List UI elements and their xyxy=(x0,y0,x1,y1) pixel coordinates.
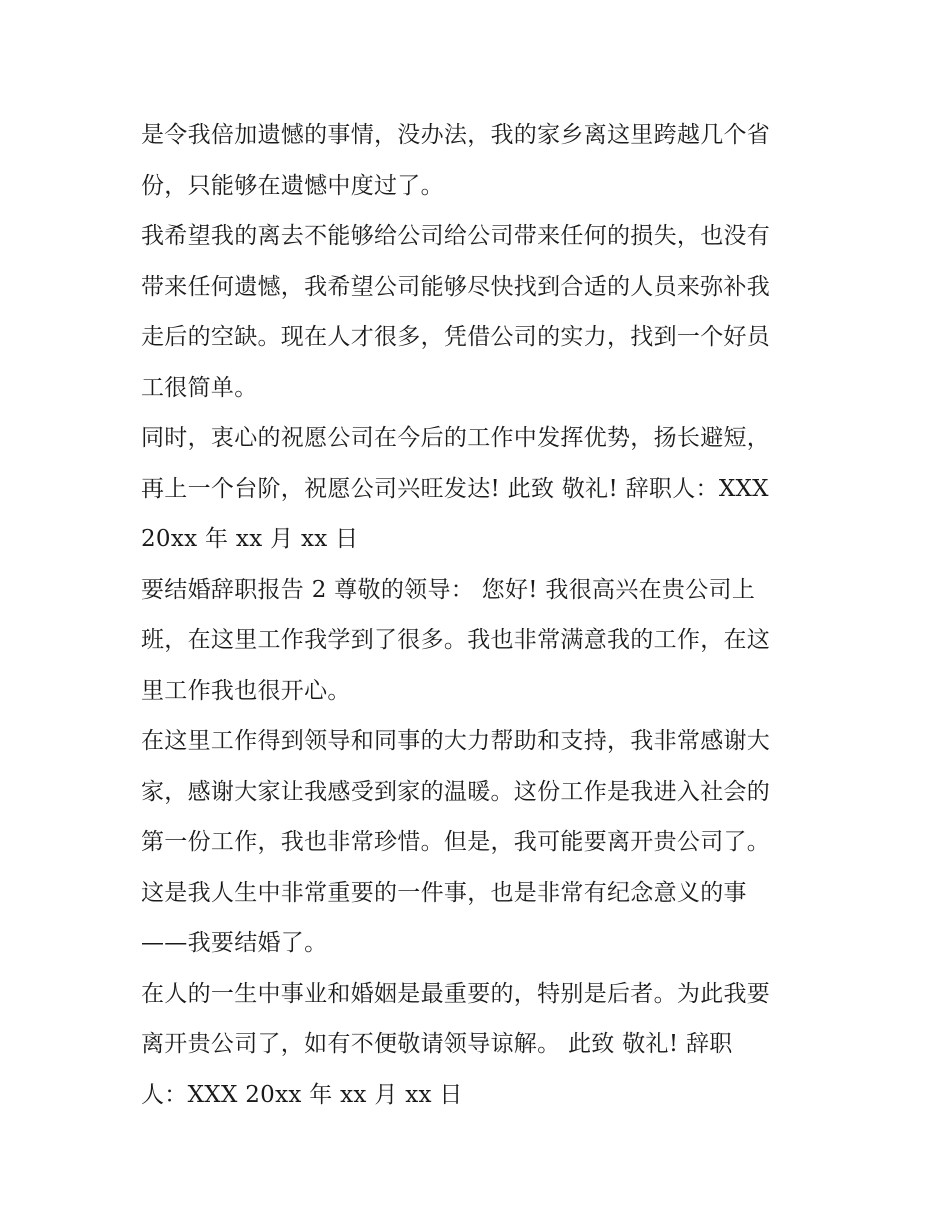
text-line: 班，在这里工作我学到了很多。我也非常满意我的工作，在这 xyxy=(141,627,771,653)
text-line: 是令我倍加遗憾的事情，没办法，我的家乡离这里跨越几个省 xyxy=(141,122,771,148)
text-line: 我希望我的离去不能够给公司给公司带来任何的损失，也没有 xyxy=(141,223,771,249)
text-line: ——我要结婚了。 xyxy=(141,930,328,956)
text-line: 份，只能够在遗憾中度过了。 xyxy=(141,172,444,199)
text-line: 要结婚辞职报告 2 尊敬的领导： 您好! 我很高兴在贵公司上 xyxy=(141,576,756,603)
document-body xyxy=(141,110,821,1120)
text-line: 走后的空缺。现在人才很多，凭借公司的实力，找到一个好员 xyxy=(141,324,771,350)
text-line: 家，感谢大家让我感受到家的温暖。这份工作是我进入社会的 xyxy=(141,778,771,805)
text-line: 第一份工作，我也非常珍惜。但是，我可能要离开贵公司了。 xyxy=(141,829,771,855)
text-line: 带来任何遗憾，我希望公司能够尽快找到合适的人员来弥补我 xyxy=(141,273,771,300)
text-line: 人：XXX 20xx 年 xx 月 xx 日 xyxy=(141,1081,463,1108)
text-line: 在人的一生中事业和婚姻是最重要的，特别是后者。为此我要 xyxy=(141,980,771,1007)
text-line: 同时，衷心的祝愿公司在今后的工作中发挥优势，扬长避短， xyxy=(141,425,771,451)
text-line: 工很简单。 xyxy=(141,374,258,401)
text-line: 在这里工作得到领导和同事的大力帮助和支持，我非常感谢大 xyxy=(141,728,771,754)
text-line: 这是我人生中非常重要的一件事，也是非常有纪念意义的事 xyxy=(141,879,747,906)
text-line: 里工作我也很开心。 xyxy=(141,677,351,704)
text-line: 离开贵公司了，如有不便敬请领导谅解。 此致 敬礼! 辞职 xyxy=(141,1031,733,1057)
text-line: 再上一个台阶，祝愿公司兴旺发达! 此致 敬礼! 辞职人：XXX xyxy=(141,475,769,502)
text-line: 20xx 年 xx 月 xx 日 xyxy=(141,526,359,552)
